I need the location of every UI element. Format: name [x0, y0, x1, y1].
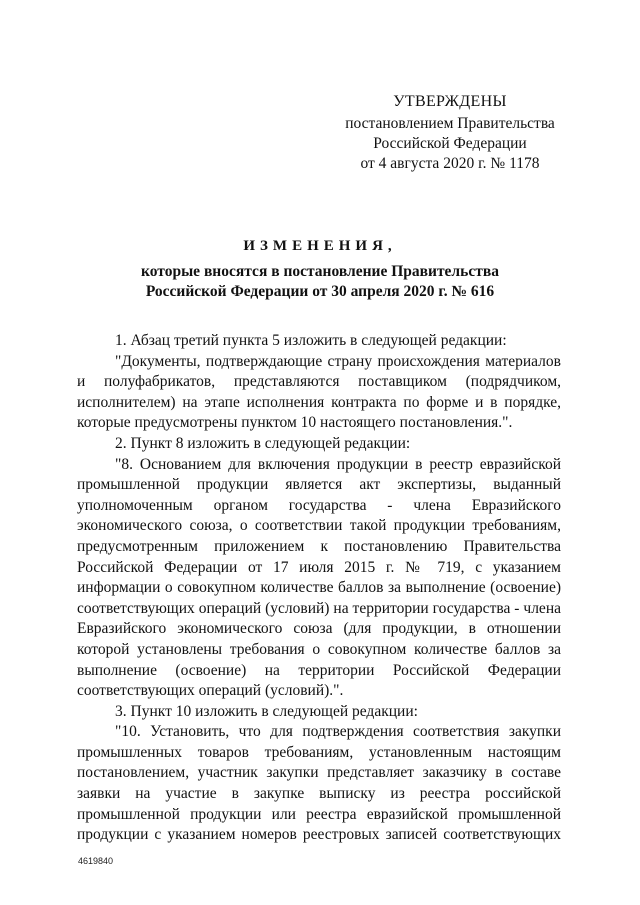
approval-line-2: Российской Федерации	[373, 135, 527, 152]
document-subtitle: которые вносятся в постановление Правительства Российской Федерации от 30 апреля 2020 г. № 616	[141, 263, 499, 300]
paragraph-item-2: 2. Пункт 8 изложить в следующей редакции:	[115, 434, 411, 452]
approval-block	[330, 92, 570, 174]
paragraph-quote-2: "8. Основанием для включения продукции в реестр евразийской промышленной продукции является акт экспертизы, выданный уполномоченным органом государства - члена Евразийского экономического союза, о соответствии такой продукции требованиям, предусмотренным приложением к постановлению Правительства Российской Федерации от 17 июля 2015 г. № 719, с указанием информации о совокупном количестве баллов за выполнение (освоение) соответствующих операций (условий) на территории государства - члена Евразийского экономического союза (для продукции, в отношении которой установлены требования о совокупном количестве баллов за выполнение (освоение) на территории Российской Федерации соответствующих операций (условий).".	[77, 455, 561, 700]
approval-line-1: постановлением Правительства	[345, 115, 555, 132]
document-title: ИЗМЕНЕНИЯ,	[243, 238, 397, 254]
paragraph-item-3: 3. Пункт 10 изложить в следующей редакции:	[115, 702, 418, 720]
approval-heading: УТВЕРЖДЕНЫ	[393, 93, 507, 110]
document-id: 4619840	[78, 856, 114, 866]
paragraph-quote-3: "10. Установить, что для подтверждения соответствия закупки промышленных товаров требованиям, установленным настоящим постановлением, участник закупки представляет заказчику в составе заявки на участие в закупке выписку из реестра российской промышленной продукции или реестра евразийской промышленной продукции с указанием номеров реестровых записей соответствующих	[77, 723, 561, 844]
paragraph-quote-1: "Документы, подтверждающие страну происхождения материалов и полуфабрикатов, представляются поставщиком (подрядчиком, исполнителем) на этапе исполнения контракта по форме и в порядке, которые предусмотрены пунктом 10 настоящего постановления.".	[77, 352, 561, 432]
document-body	[77, 331, 561, 846]
paragraph-item-1: 1. Абзац третий пункта 5 изложить в следующей редакции:	[115, 332, 507, 349]
approval-line-3: от 4 августа 2020 г. № 1178	[360, 155, 540, 172]
